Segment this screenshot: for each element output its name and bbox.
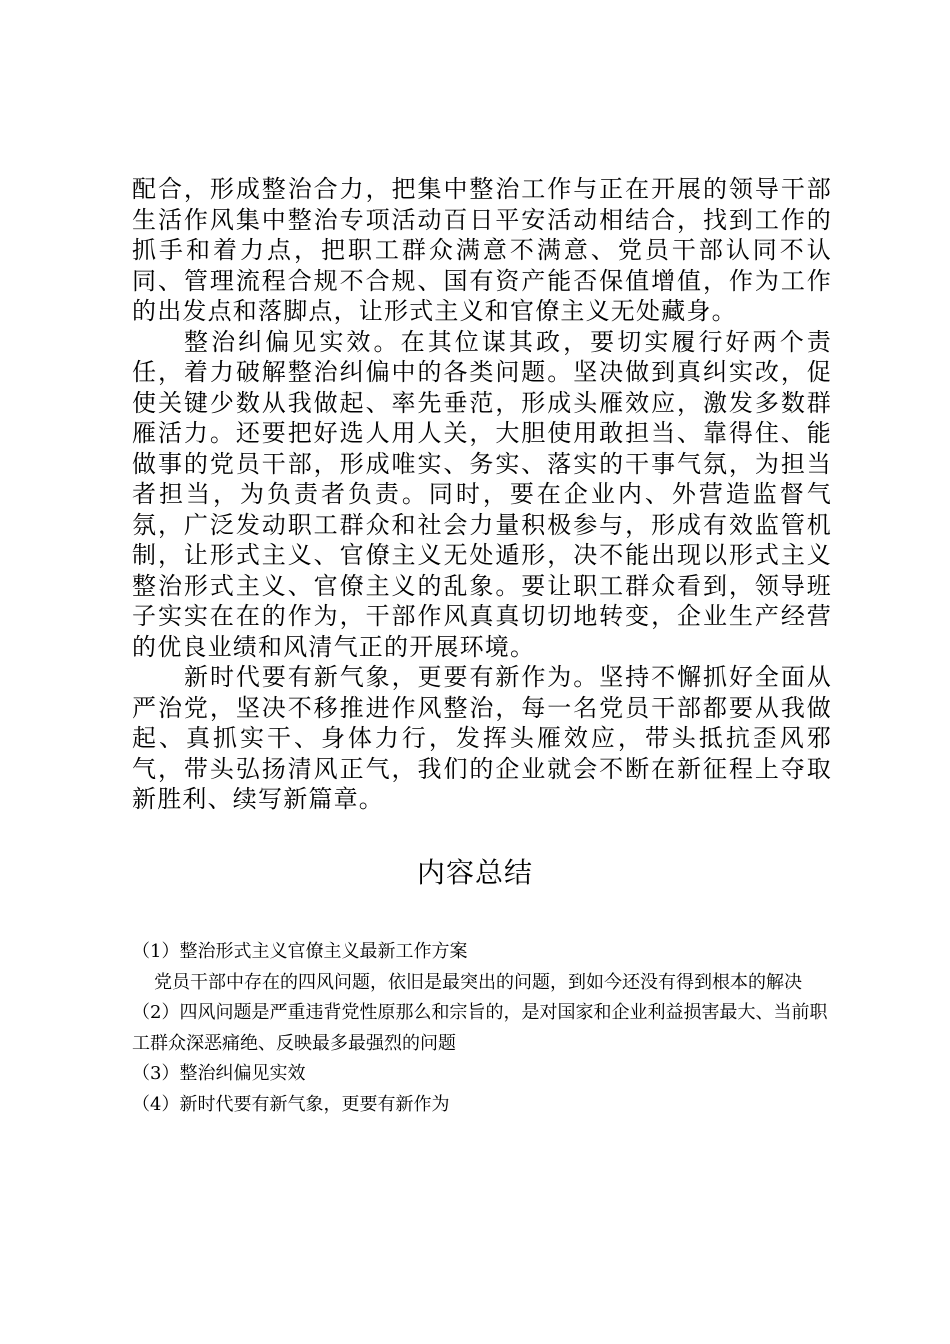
summary-item-4: （4）新时代要有新气象，更要有新作为 [132,1093,450,1115]
document-body [132,174,832,815]
summary-item-1-detail: 党员干部中存在的四风问题，依旧是最突出的问题，到如今还没有得到根本的解决 [154,971,802,993]
paragraph-new-era: 新时代要有新气象，更要有新作为。坚持不懈抓好全面从严治党，坚决不移推进作风整治，每一名党员干部都要从我做起、真抓实干、身体力行，发挥头雁效应，带头抵抗歪风邪气，带头弘扬清风正气，我们的企业就会不断在新征程上夺取新胜利、续写新篇章。 [132,663,832,813]
summary-list [132,937,832,1120]
paragraph-rectification: 整治纠偏见实效。在其位谋其政，要切实履行好两个责任，着力破解整治纠偏中的各类问题。坚决做到真纠实改，促使关键少数从我做起、率先垂范，形成头雁效应，激发多数群雁活力。还要把好选人用人关，大胆使用敢担当、靠得住、能做事的党员干部，形成唯实、务实、落实的干事气氛，为担当者担当，为负责者负责。同时，要在企业内、外营造监督气氛，广泛发动职工群众和社会力量积极参与，形成有效监管机制，让形式主义、官僚主义无处遁形，决不能出现以形式主义整治形式主义、官僚主义的乱象。要让职工群众看到，领导班子实实在在的作为，干部作风真真切切地转变，企业生产经营的优良业绩和风清气正的开展环境。 [132,327,832,661]
paragraph-continuation: 配合，形成整治合力，把集中整治工作与正在开展的领导干部生活作风集中整治专项活动百日平安活动相结合，找到工作的抓手和着力点，把职工群众满意不满意、党员干部认同不认同、管理流程合规不合规、国有资产能否保值增值，作为工作的出发点和落脚点，让形式主义和官僚主义无处藏身。 [132,175,832,325]
summary-item-3: （3）整治纠偏见实效 [132,1063,306,1084]
summary-title: 内容总结 [416,856,533,889]
summary-item-1: （1）整治形式主义官僚主义最新工作方案 [132,941,468,962]
summary-item-2: （2）四风问题是严重违背党性原那么和宗旨的，是对国家和企业利益损害最大、当前职工群众深恶痛绝、反映最多最强烈的问题 [132,1002,828,1054]
